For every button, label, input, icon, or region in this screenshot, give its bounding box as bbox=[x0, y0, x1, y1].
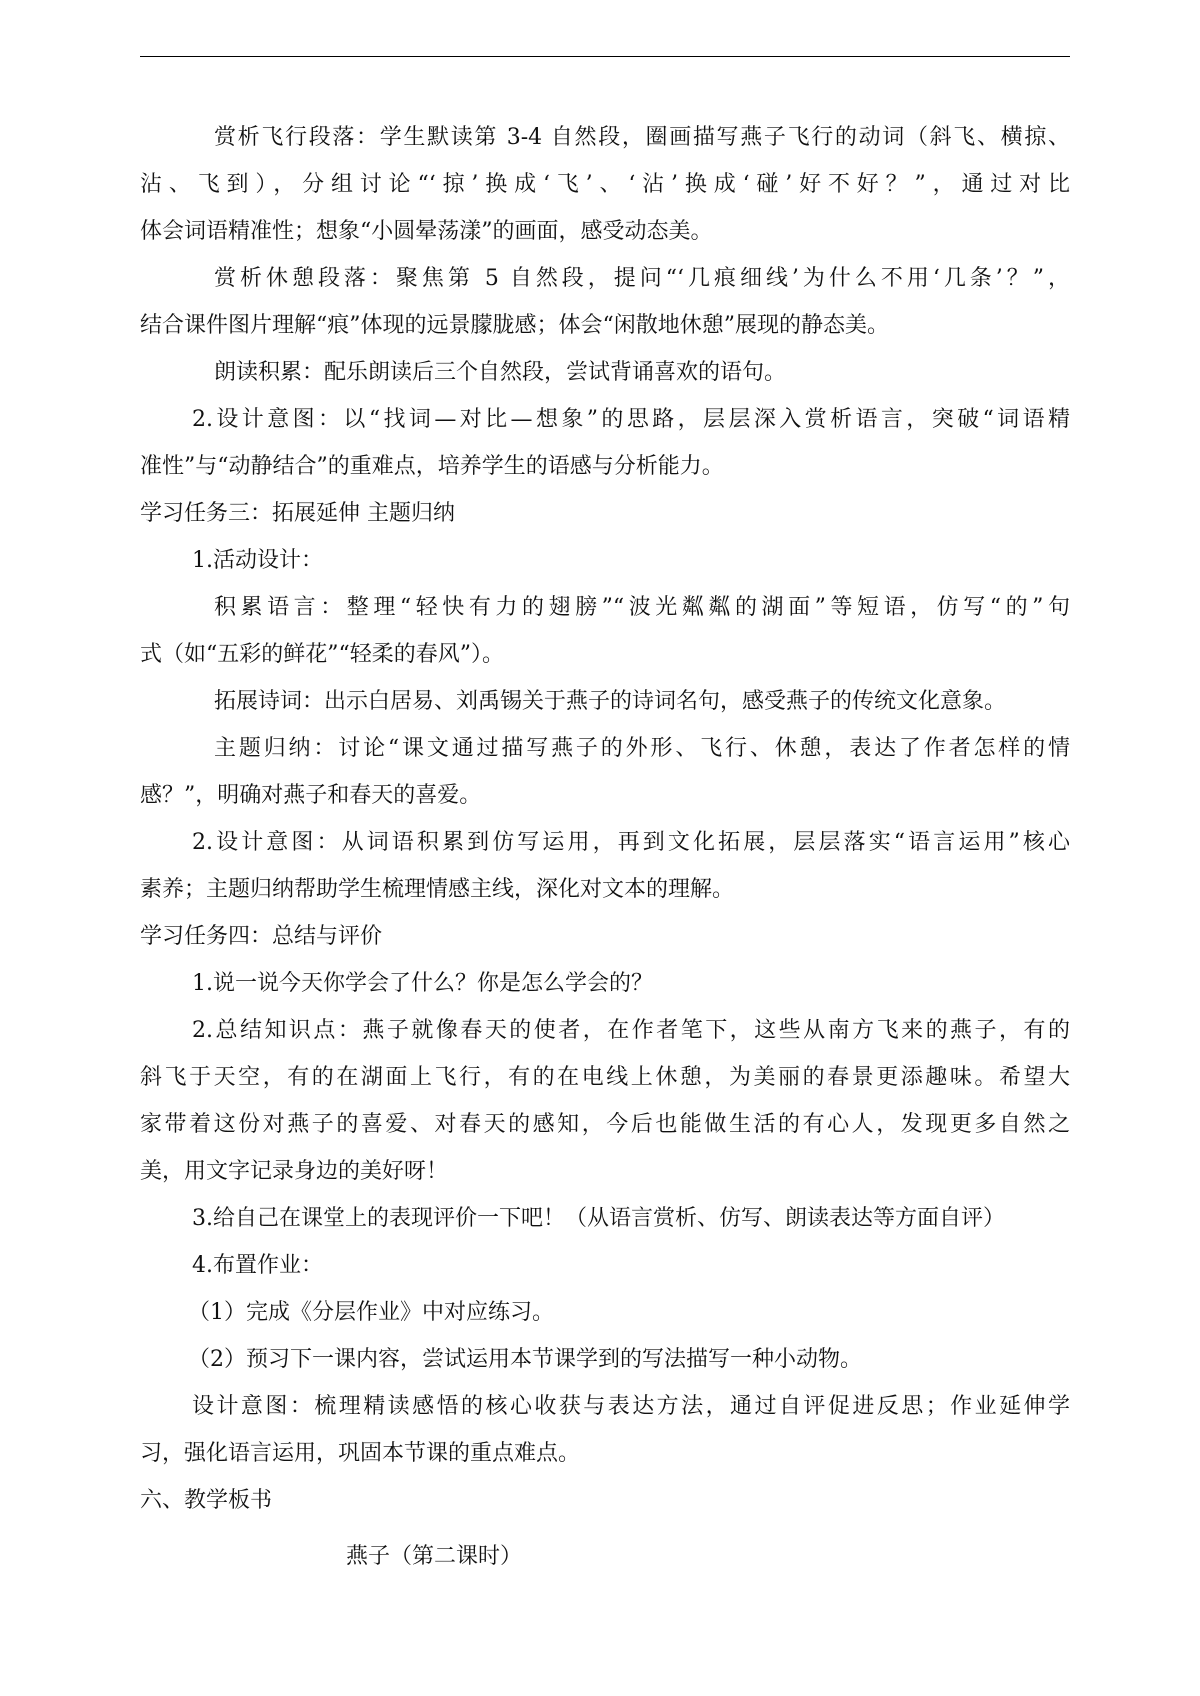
paragraph-line: 体会词语精准性；想象“小圆晕荡漾”的画面，感受动态美。 bbox=[140, 219, 713, 244]
paragraph-line: 积累语言：整理“轻快有力的翅膀”“波光粼粼的湖面”等短语，仿写“的”句 bbox=[214, 595, 1070, 620]
paragraph-line: 式（如“五彩的鲜花”“轻柔的春风”）。 bbox=[140, 642, 504, 667]
paragraph-line: 2.设计意图：以“找词—对比—想象”的思路，层层深入赏析语言，突破“词语精 bbox=[192, 407, 1070, 432]
paragraph-line: 结合课件图片理解“痕”体现的远景朦胧感；体会“闲散地休憩”展现的静态美。 bbox=[140, 313, 889, 338]
paragraph-line: 朗读积累：配乐朗读后三个自然段，尝试背诵喜欢的语句。 bbox=[214, 360, 787, 385]
paragraph-line: 习，强化语言运用，巩固本节课的重点难点。 bbox=[140, 1441, 581, 1466]
paragraph-line: 4.布置作业： bbox=[192, 1253, 323, 1278]
board-title: 燕子（第二课时） bbox=[346, 1544, 523, 1569]
paragraph-line: 设计意图：梳理精读感悟的核心收获与表达方法，通过自评促进反思；作业延伸学 bbox=[192, 1394, 1070, 1419]
paragraph-line: 2.总结知识点：燕子就像春天的使者，在作者笔下，这些从南方飞来的燕子，有的 bbox=[192, 1018, 1070, 1043]
paragraph-line: 家带着这份对燕子的喜爱、对春天的感知，今后也能做生活的有心人，发现更多自然之 bbox=[140, 1112, 1070, 1137]
document-body bbox=[140, 114, 1070, 1580]
paragraph-line: 美，用文字记录身边的美好呀！ bbox=[140, 1159, 449, 1184]
paragraph-line: 斜飞于天空，有的在湖面上飞行，有的在电线上休憩，为美丽的春景更添趣味。希望大 bbox=[140, 1065, 1070, 1090]
homework-item: （1）完成《分层作业》中对应练习。 bbox=[188, 1300, 554, 1325]
paragraph-line: 素养；主题归纳帮助学生梳理情感主线，深化对文本的理解。 bbox=[140, 877, 735, 902]
header-rule bbox=[140, 56, 1070, 57]
homework-item: （2）预习下一课内容，尝试运用本节课学到的写法描写一种小动物。 bbox=[188, 1347, 862, 1372]
paragraph-line: 主题归纳：讨论“课文通过描写燕子的外形、飞行、休憩，表达了作者怎样的情 bbox=[214, 736, 1070, 761]
paragraph-line: 1.活动设计： bbox=[192, 548, 323, 573]
paragraph-line: 沾、飞到），分组讨论“‘掠’换成‘飞’、‘沾’换成‘碰’好不好？”，通过对比 bbox=[140, 172, 1070, 197]
paragraph-line: 赏析飞行段落：学生默读第 3-4 自然段，圈画描写燕子飞行的动词（斜飞、横掠、 bbox=[214, 125, 1070, 150]
paragraph-line: 拓展诗词：出示白居易、刘禹锡关于燕子的诗词名句，感受燕子的传统文化意象。 bbox=[214, 689, 1007, 714]
section-heading: 学习任务四：总结与评价 bbox=[140, 924, 383, 949]
paragraph-line: 感？”，明确对燕子和春天的喜爱。 bbox=[140, 783, 482, 808]
section-heading: 学习任务三：拓展延伸 主题归纳 bbox=[140, 501, 455, 526]
paragraph-line: 赏析休憩段落：聚焦第 5 自然段，提问“‘几痕细线’为什么不用‘几条’？”， bbox=[214, 266, 1070, 291]
paragraph-line: 3.给自己在课堂上的表现评价一下吧！（从语言赏析、仿写、朗读表达等方面自评） bbox=[192, 1206, 1005, 1231]
paragraph-line: 2.设计意图：从词语积累到仿写运用，再到文化拓展，层层落实“语言运用”核心 bbox=[192, 830, 1070, 855]
section-heading: 六、教学板书 bbox=[140, 1488, 273, 1513]
paragraph-line: 准性”与“动静结合”的重难点，培养学生的语感与分析能力。 bbox=[140, 454, 724, 479]
paragraph-line: 1.说一说今天你学会了什么？你是怎么学会的？ bbox=[192, 971, 653, 996]
